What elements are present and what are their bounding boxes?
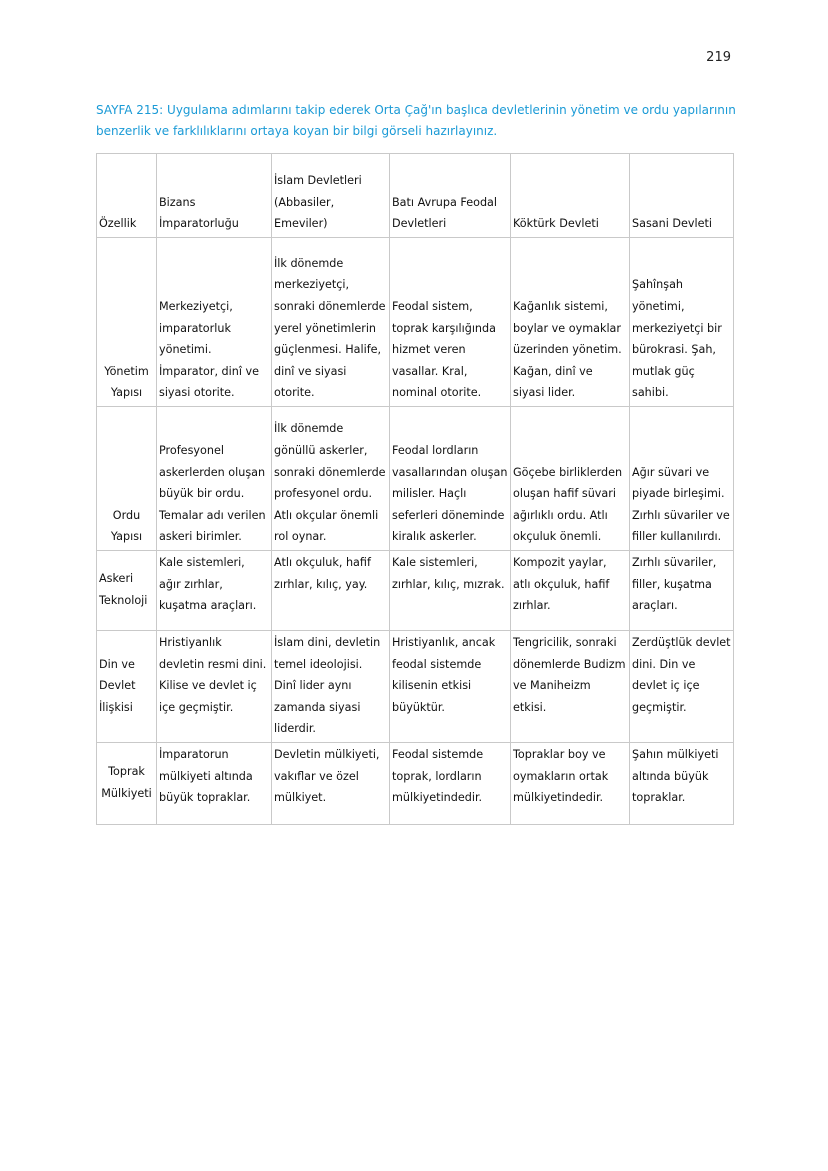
header-bizans: Bizans İmparatorluğu <box>157 154 272 238</box>
table-cell: Kale sistemleri, zırhlar, kılıç, mızrak. <box>390 551 511 631</box>
header-kokturk: Köktürk Devleti <box>511 154 630 238</box>
row-label: Toprak Mülkiyeti <box>97 742 157 824</box>
table-row <box>97 407 734 551</box>
row-label: Ordu Yapısı <box>97 407 157 551</box>
instruction-text: SAYFA 215: Uygulama adımlarını takip ederek Orta Çağ'ın başlıca devletlerinin yönetim ve ordu yapılarının benzerlik ve farklılıklarını ortaya koyan bir bilgi görseli hazırlayınız. <box>96 103 736 138</box>
table-cell: Feodal lordların vasallarından oluşan milisler. Haçlı seferleri döneminde kiralık askerler. <box>390 407 511 551</box>
comparison-table <box>96 153 734 825</box>
table-cell: İlk dönemde gönüllü askerler, sonraki dönemlerde profesyonel ordu. Atlı okçular önemli rol oynar. <box>272 407 390 551</box>
header-bati-avrupa: Batı Avrupa Feodal Devletleri <box>390 154 511 238</box>
row-label: Yönetim Yapısı <box>97 238 157 407</box>
header-sasani: Sasani Devleti <box>630 154 734 238</box>
table-cell: Hristiyanlık devletin resmi dini. Kilise ve devlet iç içe geçmiştir. <box>157 631 272 743</box>
table-cell: Topraklar boy ve oymakların ortak mülkiyetindedir. <box>511 742 630 824</box>
table-cell: Ağır süvari ve piyade birleşimi. Zırhlı süvariler ve filler kullanılırdı. <box>630 407 734 551</box>
table-cell: Devletin mülkiyeti, vakıflar ve özel mülkiyet. <box>272 742 390 824</box>
table-cell: İmparatorun mülkiyeti altında büyük topraklar. <box>157 742 272 824</box>
table-cell: Tengricilik, sonraki dönemlerde Budizm ve Maniheizm etkisi. <box>511 631 630 743</box>
table-cell: Kağanlık sistemi, boylar ve oymaklar üzerinden yönetim. Kağan, dinî ve siyasi lider. <box>511 238 630 407</box>
page-number: 219 <box>706 50 731 65</box>
table-cell: Şahın mülkiyeti altında büyük topraklar. <box>630 742 734 824</box>
table-cell: Feodal sistem, toprak karşılığında hizmet veren vasallar. Kral, nominal otorite. <box>390 238 511 407</box>
table-row <box>97 631 734 743</box>
header-islam: İslam Devletleri (Abbasiler, Emeviler) <box>272 154 390 238</box>
table-cell: Feodal sistemde toprak, lordların mülkiyetindedir. <box>390 742 511 824</box>
table-cell: Kompozit yaylar, atlı okçuluk, hafif zırhlar. <box>511 551 630 631</box>
table-header-row <box>97 154 734 238</box>
table-cell: Merkeziyetçi, imparatorluk yönetimi. İmparator, dinî ve siyasi otorite. <box>157 238 272 407</box>
table-row <box>97 742 734 824</box>
row-label: Askeri Teknoloji <box>97 551 157 631</box>
table-cell: Kale sistemleri, ağır zırhlar, kuşatma araçları. <box>157 551 272 631</box>
table-cell: Profesyonel askerlerden oluşan büyük bir ordu. Temalar adı verilen askeri birimler. <box>157 407 272 551</box>
header-ozellik: Özellik <box>97 154 157 238</box>
table-cell: Zırhlı süvariler, filler, kuşatma araçları. <box>630 551 734 631</box>
table-cell: Hristiyanlık, ancak feodal sistemde kilisenin etkisi büyüktür. <box>390 631 511 743</box>
table-cell: Göçebe birliklerden oluşan hafif süvari ağırlıklı ordu. Atlı okçuluk önemli. <box>511 407 630 551</box>
table-row <box>97 551 734 631</box>
table-cell: Atlı okçuluk, hafif zırhlar, kılıç, yay. <box>272 551 390 631</box>
table-cell: İslam dini, devletin temel ideolojisi. Dinî lider aynı zamanda siyasi liderdir. <box>272 631 390 743</box>
table-cell: Şahînşah yönetimi, merkeziyetçi bir bürokrasi. Şah, mutlak güç sahibi. <box>630 238 734 407</box>
row-label: Din ve Devlet İlişkisi <box>97 631 157 743</box>
table-cell: Zerdüştlük devlet dini. Din ve devlet iç içe geçmiştir. <box>630 631 734 743</box>
table-row <box>97 238 734 407</box>
table-cell: İlk dönemde merkeziyetçi, sonraki dönemlerde yerel yönetimlerin güçlenmesi. Halife, dinî ve siyasi otorite. <box>272 238 390 407</box>
